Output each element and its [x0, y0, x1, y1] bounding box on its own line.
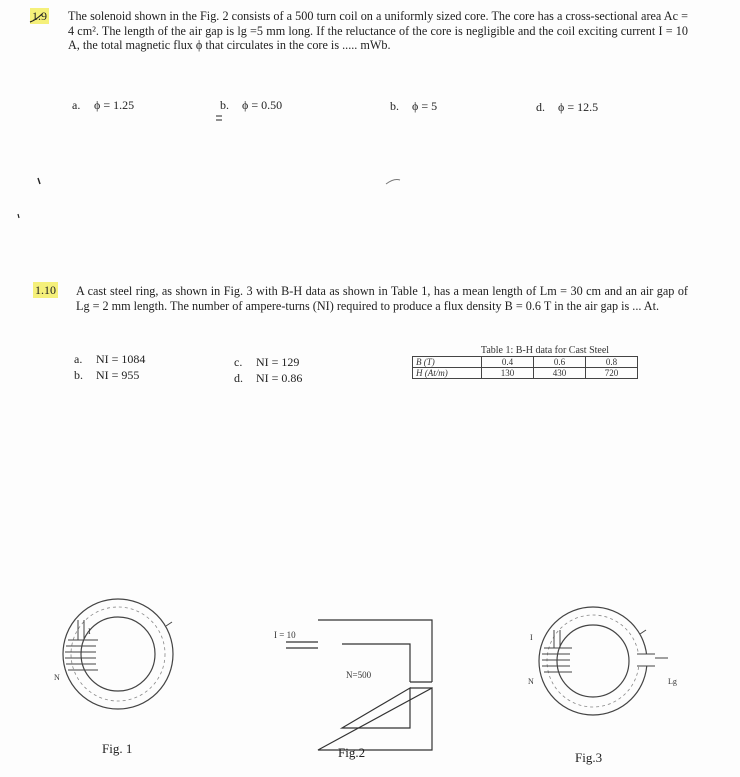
option-text: ϕ = 12.5: [558, 100, 599, 114]
question-1-10-text: A cast steel ring, as shown in Fig. 3 with B-H data as shown in Table 1, has a mean length of Lm = 30 cm and an air gap of Lg = 2 mm length. The number of ampere-turns (NI) required to produce a flux density B = 0.6 T in the air gap is ... At.: [76, 284, 688, 313]
question-1-9-text: The solenoid shown in the Fig. 2 consists of a 500 turn coil on a uniformly sized core. The core has a cross-sectional area Ac = 4 cm². The length of the air gap is lg =5 mm long. If the reluctance of the core is negligible and the coil exciting current I = 10 A, the total magnetic flux ϕ that circulates in the core is ..... mWb.: [68, 9, 688, 52]
option-label: d.: [234, 371, 243, 385]
option-label: a.: [72, 98, 81, 112]
fig2-caption: Fig.2: [338, 745, 366, 760]
table-row-header: B (T): [413, 357, 482, 368]
q110-option-d: [234, 371, 302, 386]
option-label: c.: [234, 355, 243, 369]
option-label: b.: [74, 368, 83, 382]
question-number-1-9: 1.9: [32, 9, 47, 23]
fig3-label-n: N: [528, 677, 534, 686]
fig2-turns-label: N=500: [346, 670, 372, 680]
option-text: ϕ = 1.25: [94, 98, 135, 112]
fig2-core: [286, 620, 432, 750]
option-text: NI = 0.86: [256, 371, 303, 385]
table-cell: 430: [534, 368, 586, 379]
option-text: NI = 1084: [96, 352, 146, 366]
fig2-current-label: I = 10: [274, 630, 296, 640]
fig3-label-i: I: [530, 633, 533, 642]
option-label: b.: [390, 99, 399, 113]
table-row: [413, 357, 638, 368]
bh-data-table: [412, 345, 638, 379]
fig1-toroid: [54, 599, 173, 709]
fig3-label-lg: Lg: [668, 677, 677, 686]
fig3-toroid: [528, 607, 677, 715]
q110-option-b: [74, 368, 139, 383]
table-row: [413, 368, 638, 379]
fig1-label-i: I: [88, 627, 91, 636]
option-text: ϕ = 5: [412, 99, 438, 113]
fig1-label-n: N: [54, 673, 60, 682]
pen-marks: [0, 0, 740, 300]
figures-area: [0, 590, 740, 777]
table-cell: 720: [586, 368, 638, 379]
fig1-caption: Fig. 1: [102, 741, 133, 756]
option-text: NI = 955: [96, 368, 140, 382]
q110-option-c: [234, 355, 299, 370]
fig3-caption: Fig.3: [575, 750, 603, 765]
table-cell: 0.4: [482, 357, 534, 368]
option-label: a.: [74, 352, 83, 366]
option-text: NI = 129: [256, 355, 300, 369]
option-label: b.: [220, 98, 229, 112]
table-title: Table 1: B-H data for Cast Steel: [480, 345, 610, 356]
option-text: ϕ = 0.50: [242, 98, 283, 112]
bh-table-grid: [412, 356, 638, 379]
option-label: d.: [536, 100, 545, 114]
table-row-header: H (At/m): [413, 368, 482, 379]
q110-option-a: [74, 352, 145, 367]
table-cell: 130: [482, 368, 534, 379]
question-number-1-10: 1.10: [35, 283, 56, 297]
table-cell: 0.6: [534, 357, 586, 368]
table-cell: 0.8: [586, 357, 638, 368]
